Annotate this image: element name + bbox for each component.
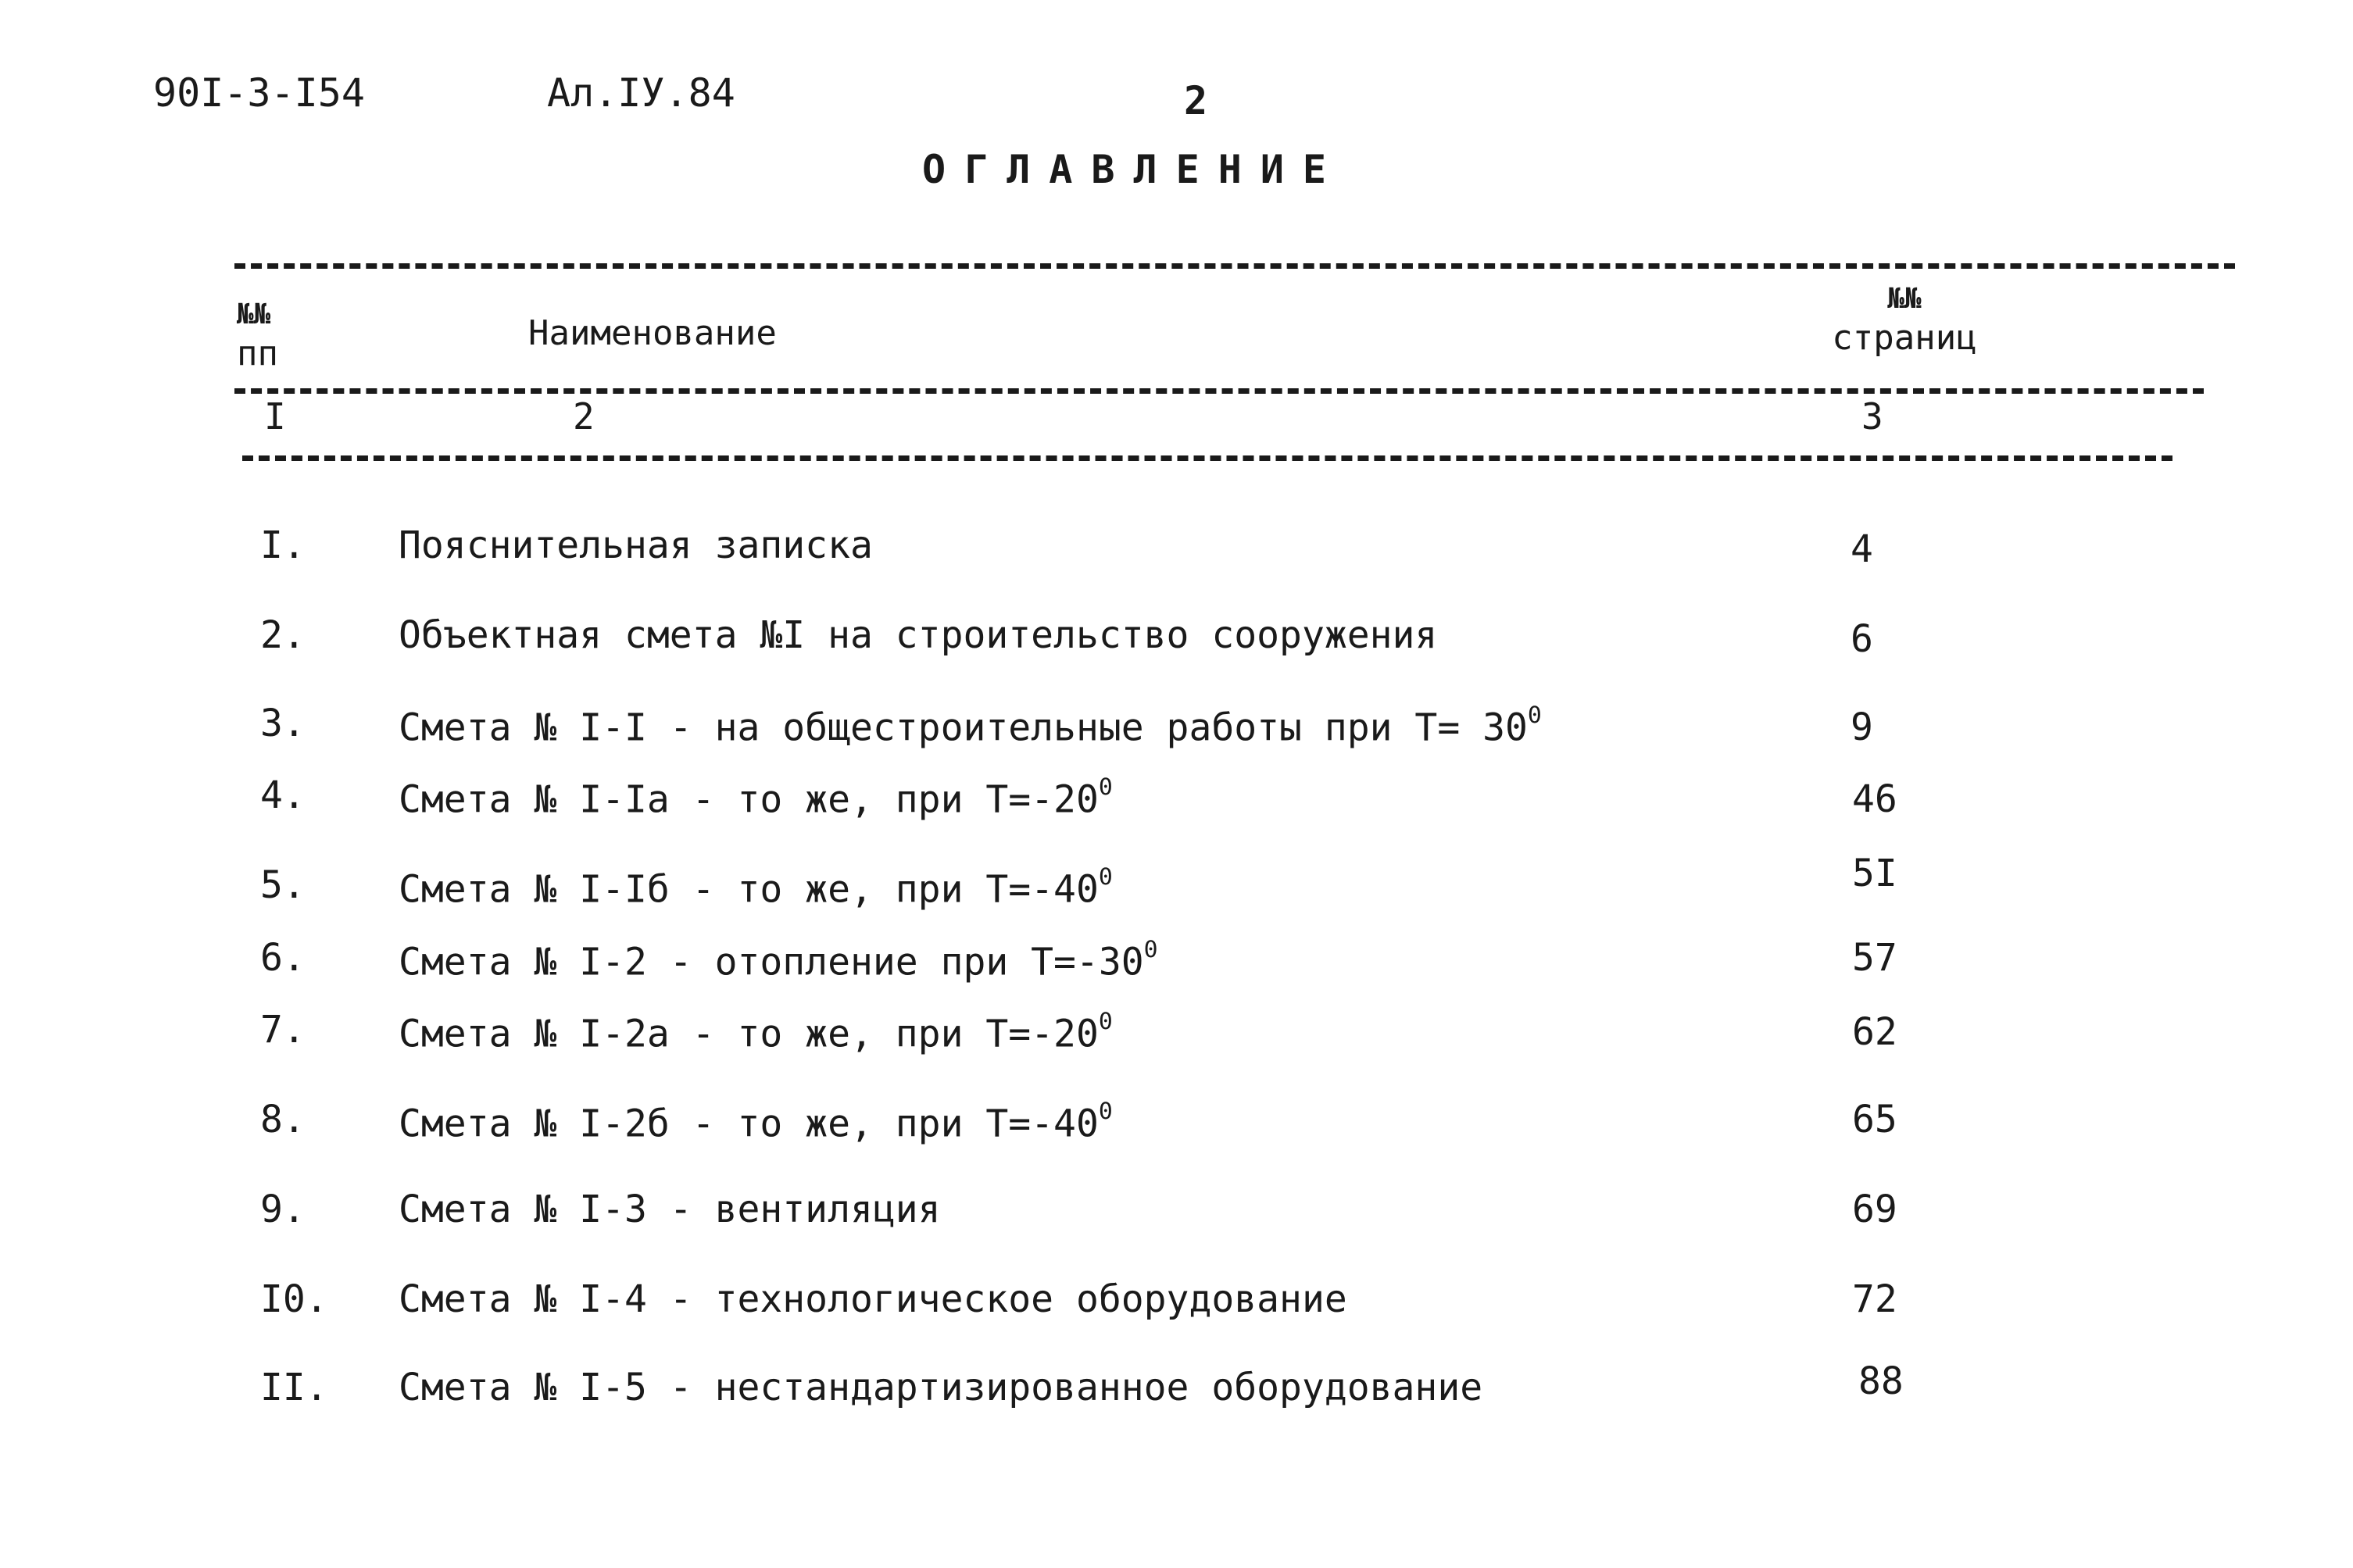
row-name: Смета № I-5 - нестандартизированное оборудование — [399, 1366, 1483, 1409]
table-header-rule — [234, 388, 2204, 394]
row-name: Смета № I-I - на общестроительные работы при $Т= 30^0$ — [399, 702, 1542, 750]
column-header-pages — [1822, 280, 1986, 358]
row-num: 2. — [260, 613, 306, 657]
row-num: I0. — [260, 1277, 328, 1321]
column-header-num — [237, 295, 278, 373]
row-page: 62 — [1852, 1010, 1897, 1054]
column-header-num-bottom: пп — [237, 334, 278, 373]
document-code: 90I-3-I54 — [153, 70, 365, 116]
row-name: Смета № I-Iа - то же, при $Т=-20^0$ — [399, 773, 1113, 822]
row-name: Смета № I-4 - технологическое оборудование — [399, 1277, 1347, 1321]
row-num: 3. — [260, 702, 306, 745]
degree-superscript: 0 — [1527, 702, 1542, 729]
row-name: Смета № I-2 - отопление при $Т=-30^0$ — [399, 936, 1158, 984]
row-page: 69 — [1852, 1188, 1897, 1231]
page-title: ОГЛАВЛЕНИЕ — [922, 147, 1346, 192]
row-num: I. — [260, 523, 306, 567]
degree-superscript: 0 — [1098, 863, 1113, 891]
column-index-2: 2 — [573, 395, 595, 438]
row-name: Смета № I-2б - то же, при $Т=-40^0$ — [399, 1098, 1113, 1146]
row-name: Пояснительная записка — [399, 523, 873, 567]
row-page: 88 — [1858, 1359, 1904, 1403]
row-page: 5I — [1852, 852, 1897, 895]
column-index-1: I — [264, 395, 286, 438]
row-name: Смета № I-3 - вентиляция — [399, 1188, 941, 1231]
row-name: Смета № I-2а - то же, при $Т=-20^0$ — [399, 1008, 1113, 1056]
row-page: 65 — [1852, 1098, 1897, 1141]
degree-superscript: 0 — [1098, 1098, 1113, 1125]
table-index-rule — [242, 455, 2172, 461]
row-page: 9 — [1851, 705, 1873, 749]
degree-superscript: 0 — [1098, 1008, 1113, 1035]
column-header-name: Наименование — [528, 313, 777, 353]
row-num: II. — [260, 1366, 328, 1409]
row-name: Смета № I-Iб - то же, при $Т=-40^0$ — [399, 863, 1113, 912]
column-header-pages-bottom: страниц — [1832, 318, 1977, 358]
table-top-rule — [234, 263, 2235, 269]
page-number: 2 — [1184, 78, 1208, 123]
row-name: Объектная смета №I на строительство сооружения — [399, 613, 1438, 657]
column-header-pages-top: №№ — [1887, 283, 1922, 315]
row-num: 8. — [260, 1098, 306, 1141]
row-page: 4 — [1851, 527, 1873, 571]
album-number: Ал.IУ.84 — [547, 70, 735, 116]
row-page: 6 — [1851, 617, 1873, 661]
row-page: 46 — [1852, 777, 1897, 821]
degree-superscript: 0 — [1143, 936, 1158, 963]
column-header-num-top: №№ — [237, 298, 271, 330]
row-page: 57 — [1852, 936, 1897, 980]
row-num: 4. — [260, 773, 306, 817]
row-num: 5. — [260, 863, 306, 907]
row-page: 72 — [1852, 1277, 1897, 1321]
column-index-3: 3 — [1861, 395, 1883, 438]
degree-superscript: 0 — [1098, 773, 1113, 801]
row-num: 7. — [260, 1008, 306, 1052]
row-num: 6. — [260, 936, 306, 980]
row-num: 9. — [260, 1188, 306, 1231]
